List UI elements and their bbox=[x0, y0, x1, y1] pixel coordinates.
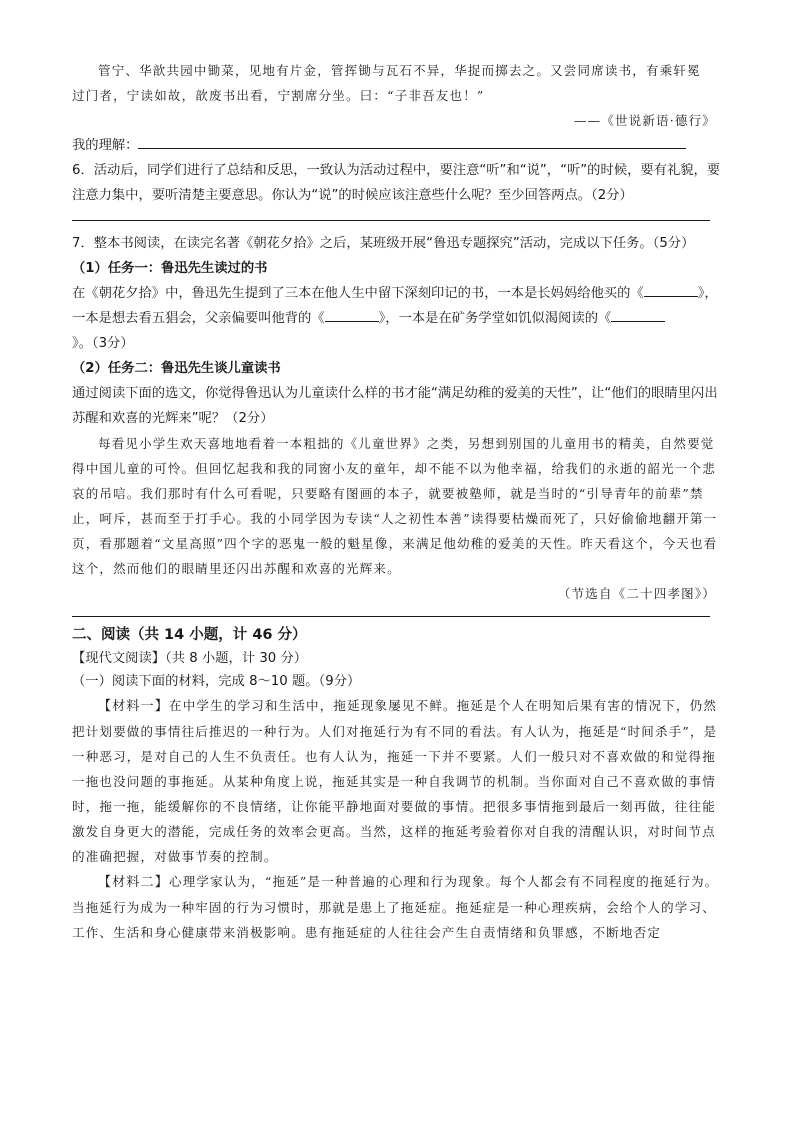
section-2-subtitle: 【现代文阅读】（共 8 小题，计 30 分） bbox=[72, 651, 308, 666]
task1-blank-1[interactable] bbox=[644, 282, 698, 297]
task1-text-d: 》。（3分） bbox=[72, 336, 134, 351]
task1-text-b: 》，一本是想去看五猖会，父亲偏要叫他背的《 bbox=[72, 286, 718, 326]
task1-body bbox=[72, 281, 722, 356]
section-2-title: 二、阅读（共 14 小题，计 46 分） bbox=[72, 627, 307, 643]
lu-xun-excerpt: 每看见小学生欢天喜地地看着一本粗拙的《儿童世界》之类，另想到别国的儿童用书的精美，自然要觉得中国儿童的可怜。但回忆起我和我的同窗小友的童年，却不能不以为他幸福，给我们的永逝的韶光一个悲哀的吊唁。我们那时有什么可看呢，只要略有图画的本子，就要被塾师，就是当时的“引导青年的前辈”禁止，呵斥，甚而至于打手心。我的小同学因为专读“人之初性本善”读得要枯燥而死了，只好偷偷地翻开第一页，看那题着“文星高照”四个字的恶鬼一般的魁星像，来满足他幼稚的爱美的天性。昨天看这个，今天也看这个，然而他们的眼睛里还闪出苏醒和欢喜的光辉来。 bbox=[72, 436, 718, 576]
understanding-answer-line[interactable] bbox=[138, 134, 686, 149]
question-6: 6．活动后，同学们进行了总结和反思，一致认为活动过程中，要注意“听”和“说”，“听”的时候，要有礼貌，要注意力集中，要听清楚主要意思。你认为“说”的时候应该注意些什么呢？至少回答两点。（2分） bbox=[72, 163, 721, 203]
task2-title: （2）任务二：鲁迅先生谈儿童读书 bbox=[72, 361, 281, 376]
excerpt-source: （节选自《二十四孝图》） bbox=[557, 586, 716, 601]
material-2-text: 心理学家认为，“拖延”是一种普遍的心理和行为现象。每个人都会有不同程度的拖延行为。当拖延行为成为一种牢固的行为习惯时，那就是患上了拖延症。拖延症是一种心理疾病，会给个人的学习、工作、生活和身心健康带来消极影响。患有拖延症的人往往会产生自责情绪和负罪感，不断地否定 bbox=[72, 874, 719, 940]
task1-blank-2[interactable] bbox=[325, 307, 379, 322]
task1-text-a: 在《朝花夕拾》中，鲁迅先生提到了三本在他人生中留下深刻印记的书，一本是长妈妈给他买的《 bbox=[72, 286, 644, 301]
task1-text-c: 》，一本是在矿务学堂如饥似渴阅读的《 bbox=[378, 311, 612, 326]
task1-blank-3[interactable] bbox=[611, 307, 665, 322]
material-2-label: 【材料二】 bbox=[98, 875, 170, 890]
understanding-row bbox=[72, 133, 722, 158]
understanding-label: 我的理解： bbox=[72, 138, 139, 153]
part-1-instruction: （一）阅读下面的材料，完成 8～10 题。（9分） bbox=[72, 674, 361, 689]
material-1 bbox=[72, 693, 722, 869]
task2-question: 通过阅读下面的选文，你觉得鲁迅认为儿童读什么样的书才能“满足幼稚的爱美的天性”，让“他们的眼睛里闪出苏醒和欢喜的光辉来”呢？（2分） bbox=[72, 386, 718, 426]
classical-passage bbox=[72, 58, 722, 133]
classical-line-2: 过门者，宁读如故，歆废书出看，宁割席分坐。曰：“子非吾友也！” bbox=[72, 88, 485, 103]
exam-page bbox=[72, 58, 722, 945]
question-7-intro: 7．整本书阅读，在读完名著《朝花夕拾》之后，某班级开展“鲁迅专题探究”活动，完成以下任务。（5分） bbox=[72, 236, 695, 251]
material-1-label: 【材料一】 bbox=[98, 699, 170, 714]
material-1-text: 在中学生的学习和生活中，拖延现象屡见不鲜。拖延是个人在明知后果有害的情况下，仍然把计划要做的事情往后推迟的一种行为。人们对拖延行为有不同的看法。有人认为，拖延是“时间杀手”，是一种恶习，是对自己的人生不负责任。也有人认为，拖延一下并不要紧。人们一般只对不喜欢做的和觉得拖一拖也没问题的事拖延。从某种角度上说，拖延其实是一种自我调节的机制。当你面对自己不喜欢做的事情时，拖一拖，能缓解你的不良情绪，让你能平静地面对要做的事情。把很多事情拖到最后一刻再做，往往能激发自身更大的潜能，完成任务的效率会更高。当然，这样的拖延考验着你对自我的清醒认识，对时间节点的准确把握，对做事节奏的控制。 bbox=[72, 698, 718, 864]
material-2 bbox=[72, 869, 722, 945]
classical-line-1: 管宁、华歆共园中锄菜，见地有片金，管挥锄与瓦石不异，华捉而掷去之。又尝同席读书，有乘轩冕 bbox=[98, 63, 701, 78]
task1-title: （1）任务一：鲁迅先生读过的书 bbox=[72, 261, 268, 276]
classical-source: ——《世说新语·德行》 bbox=[573, 113, 716, 128]
